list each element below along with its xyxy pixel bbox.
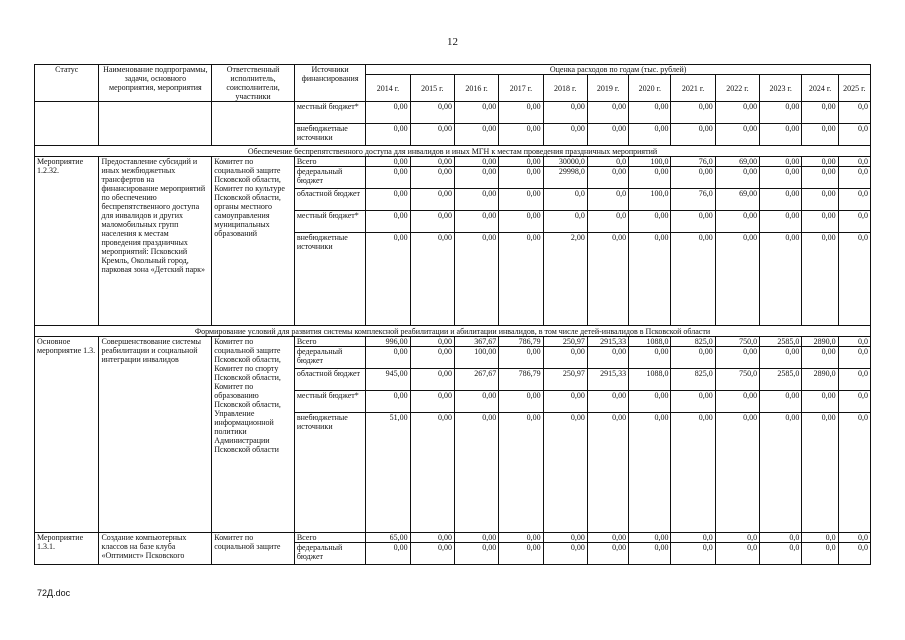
value-cell: 0,00 xyxy=(499,211,543,233)
value-cell: 0,0 xyxy=(838,533,870,543)
value-cell: 0,00 xyxy=(499,124,543,146)
value-cell: 0,00 xyxy=(543,543,587,565)
value-cell: 0,0 xyxy=(587,211,628,233)
value-cell: 0,00 xyxy=(760,347,802,369)
value-cell: 0,00 xyxy=(587,124,628,146)
value-cell: 0,0 xyxy=(543,189,587,211)
source-cell: областной бюджет xyxy=(294,189,366,211)
value-cell: 0,0 xyxy=(587,189,628,211)
value-cell: 0,00 xyxy=(410,533,454,543)
header-year: 2016 г. xyxy=(454,75,498,102)
source-cell: Всего xyxy=(294,533,366,543)
section-row xyxy=(35,326,871,337)
value-cell: 0,0 xyxy=(838,347,870,369)
value-cell: 0,00 xyxy=(629,124,671,146)
value-cell: 0,00 xyxy=(802,347,838,369)
value-cell: 0,00 xyxy=(587,413,628,533)
source-cell: местный бюджет* xyxy=(294,102,366,124)
value-cell: 0,00 xyxy=(499,413,543,533)
value-cell: 76,0 xyxy=(671,189,715,211)
source-cell: местный бюджет* xyxy=(294,391,366,413)
source-cell: федеральный бюджет xyxy=(294,167,366,189)
value-cell: 0,00 xyxy=(366,391,410,413)
value-cell: 100,0 xyxy=(629,189,671,211)
source-cell: внебюджетные источники xyxy=(294,413,366,533)
value-cell: 0,00 xyxy=(499,391,543,413)
header-year: 2017 г. xyxy=(499,75,543,102)
value-cell: 2915,33 xyxy=(587,337,628,347)
section-title: Обеспечение беспрепятственного доступа для инвалидов и иных МГН к местам проведения праздничных мероприятий xyxy=(35,146,871,157)
value-cell: 69,00 xyxy=(715,189,759,211)
value-cell: 0,00 xyxy=(454,211,498,233)
value-cell: 1088,0 xyxy=(629,337,671,347)
value-cell: 0,00 xyxy=(629,413,671,533)
value-cell: 0,00 xyxy=(802,167,838,189)
value-cell: 0,0 xyxy=(838,233,870,326)
value-cell: 0,00 xyxy=(499,543,543,565)
source-cell: местный бюджет* xyxy=(294,211,366,233)
value-cell: 0,00 xyxy=(410,102,454,124)
header-year: 2014 г. xyxy=(366,75,410,102)
value-cell: 100,00 xyxy=(454,347,498,369)
header-year: 2025 г. xyxy=(838,75,870,102)
value-cell: 0,00 xyxy=(499,157,543,167)
value-cell: 0,00 xyxy=(802,233,838,326)
source-cell: внебюджетные источники xyxy=(294,233,366,326)
value-cell: 0,00 xyxy=(715,413,759,533)
value-cell: 0,0 xyxy=(760,543,802,565)
value-cell: 0,00 xyxy=(671,167,715,189)
value-cell: 0,00 xyxy=(499,189,543,211)
value-cell: 0,00 xyxy=(454,233,498,326)
name-cell: Создание компьютерных классов на базе клуба «Оптимист» Псковского xyxy=(99,533,212,565)
value-cell: 0,0 xyxy=(838,391,870,413)
value-cell: 0,00 xyxy=(629,391,671,413)
value-cell: 0,0 xyxy=(838,167,870,189)
value-cell: 0,00 xyxy=(629,347,671,369)
expense-table xyxy=(34,64,871,565)
header-year: 2021 г. xyxy=(671,75,715,102)
value-cell: 0,00 xyxy=(499,102,543,124)
value-cell: 0,00 xyxy=(629,102,671,124)
value-cell: 0,0 xyxy=(671,533,715,543)
value-cell: 0,00 xyxy=(499,347,543,369)
value-cell: 0,00 xyxy=(410,347,454,369)
value-cell: 30000,0 xyxy=(543,157,587,167)
value-cell: 0,00 xyxy=(454,167,498,189)
header-status: Статус xyxy=(35,65,99,102)
value-cell: 0,00 xyxy=(629,167,671,189)
header-year: 2022 г. xyxy=(715,75,759,102)
value-cell: 0,00 xyxy=(760,391,802,413)
value-cell: 0,00 xyxy=(715,211,759,233)
value-cell: 29998,0 xyxy=(543,167,587,189)
value-cell: 0,00 xyxy=(629,543,671,565)
value-cell: 0,00 xyxy=(760,167,802,189)
value-cell: 0,00 xyxy=(454,157,498,167)
value-cell: 0,0 xyxy=(802,543,838,565)
value-cell: 0,0 xyxy=(838,124,870,146)
value-cell: 0,00 xyxy=(410,233,454,326)
value-cell: 0,00 xyxy=(587,347,628,369)
value-cell: 786,79 xyxy=(499,337,543,347)
value-cell: 0,00 xyxy=(499,233,543,326)
section-title: Формирование условий для развития системы комплексной реабилитации и абилитации инвалидов, в том числе детей-инвалидов в Псковской области xyxy=(35,326,871,337)
value-cell: 0,0 xyxy=(715,543,759,565)
value-cell: 2890,0 xyxy=(802,337,838,347)
value-cell: 0,00 xyxy=(802,102,838,124)
value-cell: 0,0 xyxy=(838,543,870,565)
header-estimate: Оценка расходов по годам (тыс. рублей) xyxy=(366,65,871,75)
value-cell: 0,00 xyxy=(454,413,498,533)
value-cell: 0,00 xyxy=(671,124,715,146)
value-cell: 0,00 xyxy=(802,413,838,533)
value-cell: 267,67 xyxy=(454,369,498,391)
value-cell: 2585,0 xyxy=(760,369,802,391)
table-row xyxy=(35,337,871,347)
header-year: 2020 г. xyxy=(629,75,671,102)
value-cell: 0,0 xyxy=(838,369,870,391)
value-cell: 0,00 xyxy=(499,167,543,189)
header-year: 2024 г. xyxy=(802,75,838,102)
header-responsible: Ответственный исполнитель, соисполнители, участники xyxy=(212,65,295,102)
value-cell: 945,00 xyxy=(366,369,410,391)
value-cell: 825,0 xyxy=(671,369,715,391)
value-cell: 0,00 xyxy=(454,102,498,124)
value-cell: 0,00 xyxy=(366,189,410,211)
value-cell: 69,00 xyxy=(715,157,759,167)
value-cell: 0,00 xyxy=(543,102,587,124)
value-cell: 0,00 xyxy=(671,102,715,124)
header-name: Наименование подпрограммы, задачи, основного мероприятия, мероприятия xyxy=(99,65,212,102)
value-cell: 0,0 xyxy=(802,533,838,543)
header-year: 2023 г. xyxy=(760,75,802,102)
value-cell: 0,00 xyxy=(543,533,587,543)
value-cell: 0,00 xyxy=(715,102,759,124)
value-cell: 0,00 xyxy=(587,167,628,189)
value-cell: 2890,0 xyxy=(802,369,838,391)
value-cell: 367,67 xyxy=(454,337,498,347)
source-cell: Всего xyxy=(294,157,366,167)
value-cell: 0,00 xyxy=(760,211,802,233)
value-cell: 0,0 xyxy=(838,157,870,167)
page-number: 12 xyxy=(447,36,458,48)
header-year: 2015 г. xyxy=(410,75,454,102)
value-cell: 0,00 xyxy=(366,233,410,326)
value-cell: 51,00 xyxy=(366,413,410,533)
value-cell: 0,00 xyxy=(366,211,410,233)
value-cell: 0,0 xyxy=(838,337,870,347)
value-cell: 996,00 xyxy=(366,337,410,347)
value-cell: 0,0 xyxy=(715,533,759,543)
status-cell: Основное мероприятие 1.3. xyxy=(35,337,99,533)
name-cell: Предоставление субсидий и иных межбюджетных трансфертов на финансирование мероприятий по обеспечению беспрепятственного доступа для инвалидов и других маломобильных групп населения к местам проведения праздничных мероприятий: Псковский Кремль, Окольный город, парковая зона «Детский парк» xyxy=(99,157,212,326)
responsible-cell: Комитет по социальной защите Псковской области, Комитет по культуре Псковской области, органы местного самоуправления муниципальных образований xyxy=(212,157,295,326)
source-cell: областной бюджет xyxy=(294,369,366,391)
value-cell: 0,00 xyxy=(760,233,802,326)
source-cell: федеральный бюджет xyxy=(294,347,366,369)
header-sources: Источники финансирования xyxy=(294,65,366,102)
value-cell: 0,00 xyxy=(760,189,802,211)
section-row xyxy=(35,146,871,157)
value-cell: 0,00 xyxy=(760,124,802,146)
value-cell: 0,0 xyxy=(838,102,870,124)
name-cell xyxy=(99,102,212,146)
value-cell: 0,00 xyxy=(629,233,671,326)
value-cell: 0,00 xyxy=(454,189,498,211)
table-row xyxy=(35,157,871,167)
value-cell: 0,00 xyxy=(587,233,628,326)
value-cell: 0,0 xyxy=(838,211,870,233)
value-cell: 0,00 xyxy=(366,102,410,124)
table-body xyxy=(35,102,871,565)
value-cell: 786,79 xyxy=(499,369,543,391)
value-cell: 0,00 xyxy=(366,157,410,167)
status-cell: Мероприятие 1.3.1. xyxy=(35,533,99,565)
value-cell: 0,00 xyxy=(454,533,498,543)
value-cell: 2585,0 xyxy=(760,337,802,347)
value-cell: 0,0 xyxy=(587,157,628,167)
value-cell: 76,0 xyxy=(671,157,715,167)
value-cell: 0,00 xyxy=(366,167,410,189)
value-cell: 0,00 xyxy=(671,347,715,369)
header-year: 2019 г. xyxy=(587,75,628,102)
value-cell: 0,00 xyxy=(760,102,802,124)
value-cell: 0,0 xyxy=(671,543,715,565)
table-row xyxy=(35,102,871,124)
value-cell: 0,00 xyxy=(715,167,759,189)
value-cell: 0,00 xyxy=(543,413,587,533)
value-cell: 0,00 xyxy=(410,157,454,167)
value-cell: 0,00 xyxy=(671,233,715,326)
source-cell: федеральный бюджет xyxy=(294,543,366,565)
status-cell: Мероприятие 1.2.32. xyxy=(35,157,99,326)
value-cell: 0,00 xyxy=(587,391,628,413)
value-cell: 0,00 xyxy=(587,543,628,565)
responsible-cell: Комитет по социальной защите xyxy=(212,533,295,565)
footer-filename: 72Д.doc xyxy=(37,588,71,598)
responsible-cell xyxy=(212,102,295,146)
header-year: 2018 г. xyxy=(543,75,587,102)
value-cell: 0,00 xyxy=(410,543,454,565)
value-cell: 0,00 xyxy=(802,211,838,233)
value-cell: 100,0 xyxy=(629,157,671,167)
value-cell: 825,0 xyxy=(671,337,715,347)
value-cell: 0,00 xyxy=(410,337,454,347)
value-cell: 250,97 xyxy=(543,369,587,391)
value-cell: 0,0 xyxy=(838,189,870,211)
value-cell: 0,00 xyxy=(410,211,454,233)
value-cell: 2,00 xyxy=(543,233,587,326)
value-cell: 0,00 xyxy=(629,533,671,543)
value-cell: 0,00 xyxy=(454,124,498,146)
value-cell: 0,00 xyxy=(629,211,671,233)
value-cell: 750,0 xyxy=(715,369,759,391)
value-cell: 750,0 xyxy=(715,337,759,347)
value-cell: 0,00 xyxy=(454,391,498,413)
value-cell: 0,00 xyxy=(543,124,587,146)
value-cell: 0,00 xyxy=(802,124,838,146)
status-cell xyxy=(35,102,99,146)
value-cell: 0,00 xyxy=(760,157,802,167)
value-cell: 0,00 xyxy=(410,167,454,189)
value-cell: 0,00 xyxy=(587,533,628,543)
value-cell: 0,00 xyxy=(410,189,454,211)
value-cell: 0,00 xyxy=(410,413,454,533)
value-cell: 0,00 xyxy=(671,391,715,413)
value-cell: 0,00 xyxy=(802,189,838,211)
value-cell: 0,00 xyxy=(802,391,838,413)
name-cell: Совершенствование системы реабилитации и социальной интеграции инвалидов xyxy=(99,337,212,533)
value-cell: 0,00 xyxy=(671,211,715,233)
value-cell: 65,00 xyxy=(366,533,410,543)
value-cell: 0,00 xyxy=(543,391,587,413)
value-cell: 0,00 xyxy=(715,391,759,413)
value-cell: 250,97 xyxy=(543,337,587,347)
value-cell: 0,00 xyxy=(715,347,759,369)
value-cell: 0,00 xyxy=(410,369,454,391)
value-cell: 0,00 xyxy=(587,102,628,124)
value-cell: 0,0 xyxy=(838,413,870,533)
value-cell: 2915,33 xyxy=(587,369,628,391)
source-cell: внебюджетные источники xyxy=(294,124,366,146)
value-cell: 0,00 xyxy=(410,391,454,413)
value-cell: 0,00 xyxy=(715,233,759,326)
value-cell: 1088,0 xyxy=(629,369,671,391)
value-cell: 0,0 xyxy=(760,533,802,543)
value-cell: 0,00 xyxy=(802,157,838,167)
table-row xyxy=(35,533,871,543)
value-cell: 0,00 xyxy=(366,347,410,369)
value-cell: 0,00 xyxy=(366,543,410,565)
value-cell: 0,00 xyxy=(366,124,410,146)
value-cell: 0,00 xyxy=(760,413,802,533)
source-cell: Всего xyxy=(294,337,366,347)
value-cell: 0,00 xyxy=(671,413,715,533)
value-cell: 0,00 xyxy=(410,124,454,146)
value-cell: 0,00 xyxy=(543,347,587,369)
value-cell: 0,00 xyxy=(499,533,543,543)
value-cell: 0,00 xyxy=(454,543,498,565)
value-cell: 0,00 xyxy=(715,124,759,146)
value-cell: 0,0 xyxy=(543,211,587,233)
responsible-cell: Комитет по социальной защите Псковской области, Комитет по спорту Псковской области, Комитет по образованию Псковской области, Управление информационной политики Администрации Псковской области xyxy=(212,337,295,533)
